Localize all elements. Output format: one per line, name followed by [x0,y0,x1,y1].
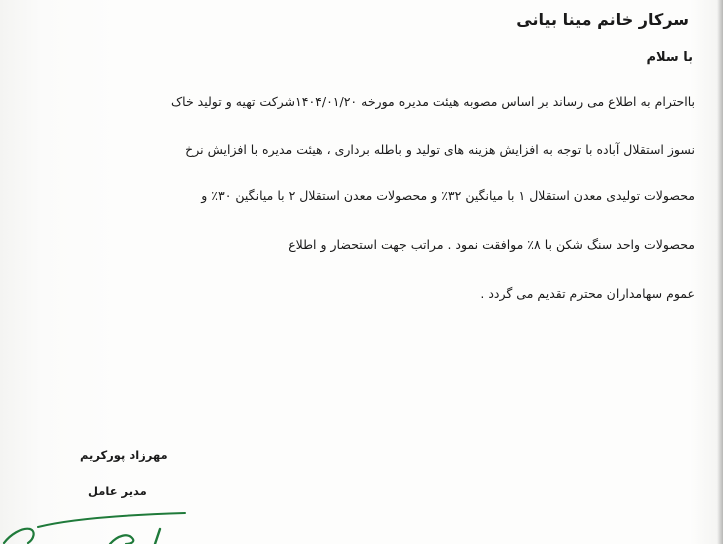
body-line-1: بااحترام به اطلاع می رساند بر اساس مصوبه هیئت مدیره مورخه ۱۴۰۴/۰۱/۲۰شرکت تهیه و تولید خاک [170,94,695,109]
signatory-title: مدیر عامل [88,484,147,498]
signatory-name: مهرزاد پورکریم [80,448,168,462]
body-line-5: عموم سهامداران محترم تقدیم می گردد . [480,286,695,301]
page-edge-shadow [717,0,723,544]
body-line-3: محصولات تولیدی معدن استقلال ۱ با میانگین ۳۲٪ و محصولات معدن استقلال ۲ با میانگین ۳۰٪ و [201,188,695,203]
body-line-2: نسوز استقلال آباده با توجه به افزایش هزینه های تولید و باطله برداری ، هیئت مدیره با افزایش نرخ [185,142,695,157]
handwritten-signature [0,505,230,544]
body-line-4: محصولات واحد سنگ شکن با ۸٪ موافقت نمود . مراتب جهت استحضار و اطلاع [288,237,695,252]
recipient-line: سرکار خانم مینا بیانی [516,10,689,29]
greeting-line: با سلام [646,50,693,65]
